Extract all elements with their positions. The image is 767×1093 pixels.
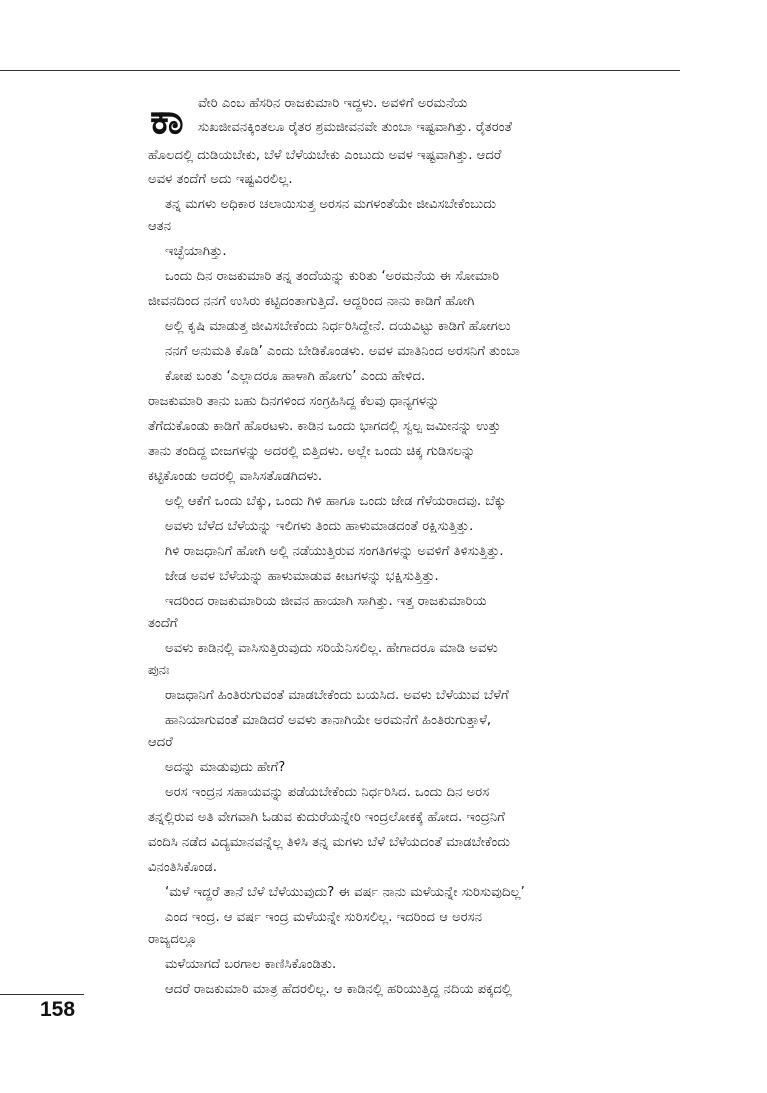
text-line: ಇದರಿಂದ ರಾಜಕುಮಾರಿಯ ಜೀವನ ಹಾಯಾಗಿ ಸಾಗಿತ್ತು. ಇತ್ತ ರಾಜಕುಮಾರಿಯ — [165, 594, 487, 609]
text-line: ‘ಮಳೆ ಇದ್ದರೆ ತಾನೆ ಬೆಳೆ ಬೆಳೆಯುವುದು? ಈ ವರ್ಷ ನಾನು ಮಳೆಯನ್ನೇ ಸುರಿಸುವುದಿಲ್ಲ’ — [165, 885, 525, 900]
text-line: ಹಾನಿಯಾಗುವಂತೆ ಮಾಡಿದರೆ ಅವಳು ತಾನಾಗಿಯೇ ಅರಮನೆಗೆ ಹಿಂತಿರುಗುತ್ತಾಳೆ, — [165, 713, 492, 728]
text-line: ಮಳೆಯಾಗದೆ ಬರಗಾಲ ಕಾಣಿಸಿಕೊಂಡಿತು. — [165, 957, 337, 972]
text-line: ತನ್ನಲ್ಲಿರುವ ಅತಿ ವೇಗವಾಗಿ ಓಡುವ ಕುದುರೆಯನ್ನೇರಿ ಇಂದ್ರಲೋಕಕ್ಕೆ ಹೋದ. ಇಂದ್ರನಿಗೆ — [148, 810, 505, 825]
text-line: ಹೊಲದಲ್ಲಿ ದುಡಿಯಬೇಕು, ಬೆಳೆ ಬೆಳೆಯಬೇಕು ಎಂಬುದು ಅವಳ ಇಷ್ಟವಾಗಿತ್ತು. ಆದರೆ — [148, 148, 502, 163]
text-line: ಅವಳು ಬೆಳೆದ ಬೆಳೆಯನ್ನು ಇಲಿಗಳು ತಿಂದು ಹಾಳುಮಾಡದಂತೆ ರಕ್ಷಿಸುತ್ತಿತ್ತು. — [165, 519, 474, 534]
text-line: ಕಟ್ಟಿಕೊಂಡು ಅದರಲ್ಲಿ ವಾಸಿಸತೊಡಗಿದಳು. — [148, 469, 323, 484]
text-line: ನನಗೆ ಅನುಮತಿ ಕೊಡಿ’ ಎಂದು ಬೇಡಿಕೊಂಡಳು. ಅವಳ ಮಾತಿನಿಂದ ಅರಸನಿಗೆ ತುಂಬಾ — [165, 344, 520, 359]
text-line: ಅವಳು ಕಾಡಿನಲ್ಲಿ ವಾಸಿಸುತ್ತಿರುವುದು ಸರಿಯೆನಿಸಲಿಲ್ಲ. ಹೇಗಾದರೂ ಮಾಡಿ ಅವಳು — [165, 641, 498, 656]
text-line: ಪುನಃ — [148, 663, 170, 678]
text-line: ಎಂದ ಇಂದ್ರ. ಆ ವರ್ಷ ಇಂದ್ರ ಮಳೆಯನ್ನೇ ಸುರಿಸಲಿಲ್ಲ. ಇದರಿಂದ ಆ ಅರಸನ — [165, 910, 483, 925]
text-line: ಜೇಡ ಅವಳ ಬೆಳೆಯನ್ನು ಹಾಳುಮಾಡುವ ಕೀಟಗಳನ್ನು ಭಕ್ಷಿಸುತ್ತಿತ್ತು. — [165, 569, 439, 584]
footer-rule — [0, 994, 84, 995]
text-line: ಆತನ — [148, 219, 172, 234]
text-line: ಅವಳ ತಂದೆಗೆ ಅದು ಇಷ್ಟವಿರಲಿಲ್ಲ. — [148, 172, 293, 187]
text-line: ತಂದೆಗೆ — [148, 616, 178, 631]
page-number: 158 — [40, 998, 76, 1021]
text-line: ಒಂದು ದಿನ ರಾಜಕುಮಾರಿ ತನ್ನ ತಂದೆಯನ್ನು ಕುರಿತು ‘ಅರಮನೆಯ ಈ ಸೋಮಾರಿ — [165, 269, 500, 284]
text-line: ಅಲ್ಲಿ ಆಕೆಗೆ ಒಂದು ಬೆಕ್ಕು, ಒಂದು ಗಿಳಿ ಹಾಗೂ ಒಂದು ಜೇಡ ಗೆಳೆಯರಾದವು. ಬೆಕ್ಕು — [165, 494, 507, 509]
text-line: ಗಿಳಿ ರಾಜಧಾನಿಗೆ ಹೋಗಿ ಅಲ್ಲಿ ನಡೆಯುತ್ತಿರುವ ಸಂಗತಿಗಳನ್ನು ಅವಳಿಗೆ ತಿಳಿಸುತ್ತಿತ್ತು. — [165, 544, 504, 559]
text-line: ಜೀವನದಿಂದ ನನಗೆ ಉಸಿರು ಕಟ್ಟಿದಂತಾಗುತ್ತಿದೆ. ಆದ್ದರಿಂದ ನಾನು ಕಾಡಿಗೆ ಹೋಗಿ — [148, 294, 475, 309]
text-line: ರಾಜಕುಮಾರಿ ತಾನು ಬಹು ದಿನಗಳಿಂದ ಸಂಗ್ರಹಿಸಿದ್ದ ಕೆಲವು ಧಾನ್ಯಗಳನ್ನು — [148, 394, 440, 409]
text-line: ಅಲ್ಲಿ ಕೃಷಿ ಮಾಡುತ್ತ ಜೀವಿಸಬೇಕೆಂದು ನಿರ್ಧರಿಸಿದ್ದೇನೆ. ದಯವಿಟ್ಟು ಕಾಡಿಗೆ ಹೋಗಲು — [165, 319, 511, 334]
text-line: ರಾಜಧಾನಿಗೆ ಹಿಂತಿರುಗುವಂತೆ ಮಾಡಬೇಕೆಂದು ಬಯಸಿದ. ಅವಳು ಬೆಳೆಯುವ ಬೆಳೆಗೆ — [165, 688, 509, 703]
text-line: ಇಚ್ಛೆಯಾಗಿತ್ತು. — [165, 244, 227, 259]
text-line: ಕೋಪ ಬಂತು ‘ಎಲ್ಲಾದರೂ ಹಾಳಾಗಿ ಹೋಗು’ ಎಂದು ಹೇಳಿದ. — [165, 369, 426, 384]
text-line: ಅದನ್ನು ಮಾಡುವುದು ಹೇಗೆ? — [165, 760, 286, 775]
text-line: ರಾಜ್ಯದಲ್ಲೂ — [148, 932, 198, 947]
text-line: ತನ್ನ ಮಗಳು ಅಧಿಕಾರ ಚಲಾಯಿಸುತ್ತ ಅರಸನ ಮಗಳಂತೆಯೇ ಜೀವಿಸಬೇಕೆಂಬುದು — [165, 197, 497, 212]
text-line: ಆದರೆ ರಾಜಕುಮಾರಿ ಮಾತ್ರ ಹೆದರಲಿಲ್ಲ. ಆ ಕಾಡಿನಲ್ಲಿ ಹರಿಯುತ್ತಿದ್ದ ನದಿಯ ಪಕ್ಕದಲ್ಲಿ — [165, 982, 512, 997]
text-line: ತೆಗೆದುಕೊಂಡು ಕಾಡಿಗೆ ಹೊರಟಳು. ಕಾಡಿನ ಒಂದು ಭಾಗದಲ್ಲಿ ಸ್ವಲ್ಪ ಜಮೀನನ್ನು ಉತ್ತು — [148, 419, 501, 434]
text-line: ವಂದಿಸಿ ನಡೆದ ವಿದ್ಯಮಾನವನ್ನೆಲ್ಲ ತಿಳಿಸಿ ತನ್ನ ಮಗಳು ಬೆಳೆ ಬೆಳೆಯದಂತೆ ಮಾಡಬೇಕೆಂದು — [148, 835, 511, 850]
text-line: ಅರಸ ಇಂದ್ರನ ಸಹಾಯವನ್ನು ಪಡೆಯಬೇಕೆಂದು ನಿರ್ಧರಿಸಿದ. ಒಂದು ದಿನ ಅರಸ — [165, 785, 490, 800]
text-line: ವಿನಂತಿಸಿಕೊಂಡ. — [148, 860, 217, 875]
drop-cap: ಕಾ — [150, 94, 184, 143]
text-line: ಸುಖಜೀವನಕ್ಕಿಂತಲೂ ರೈತರ ಶ್ರಮಜೀವನವೇ ತುಂಬಾ ಇಷ್ಟವಾಗಿತ್ತು. ರೈತರಂತೆ — [198, 120, 513, 135]
text-line: ವೇರಿ ಎಂಬ ಹೆಸರಿನ ರಾಜಕುಮಾರಿ ಇದ್ದಳು. ಅವಳಿಗೆ ಅರಮನೆಯ — [198, 96, 468, 111]
text-line: ಆದರೆ — [148, 735, 173, 750]
text-line: ತಾನು ತಂದಿದ್ದ ಬೀಜಗಳನ್ನು ಅದರಲ್ಲಿ ಬಿತ್ತಿದಳು. ಅಲ್ಲೇ ಒಂದು ಚಿಕ್ಕ ಗುಡಿಸಲನ್ನು — [148, 444, 476, 459]
